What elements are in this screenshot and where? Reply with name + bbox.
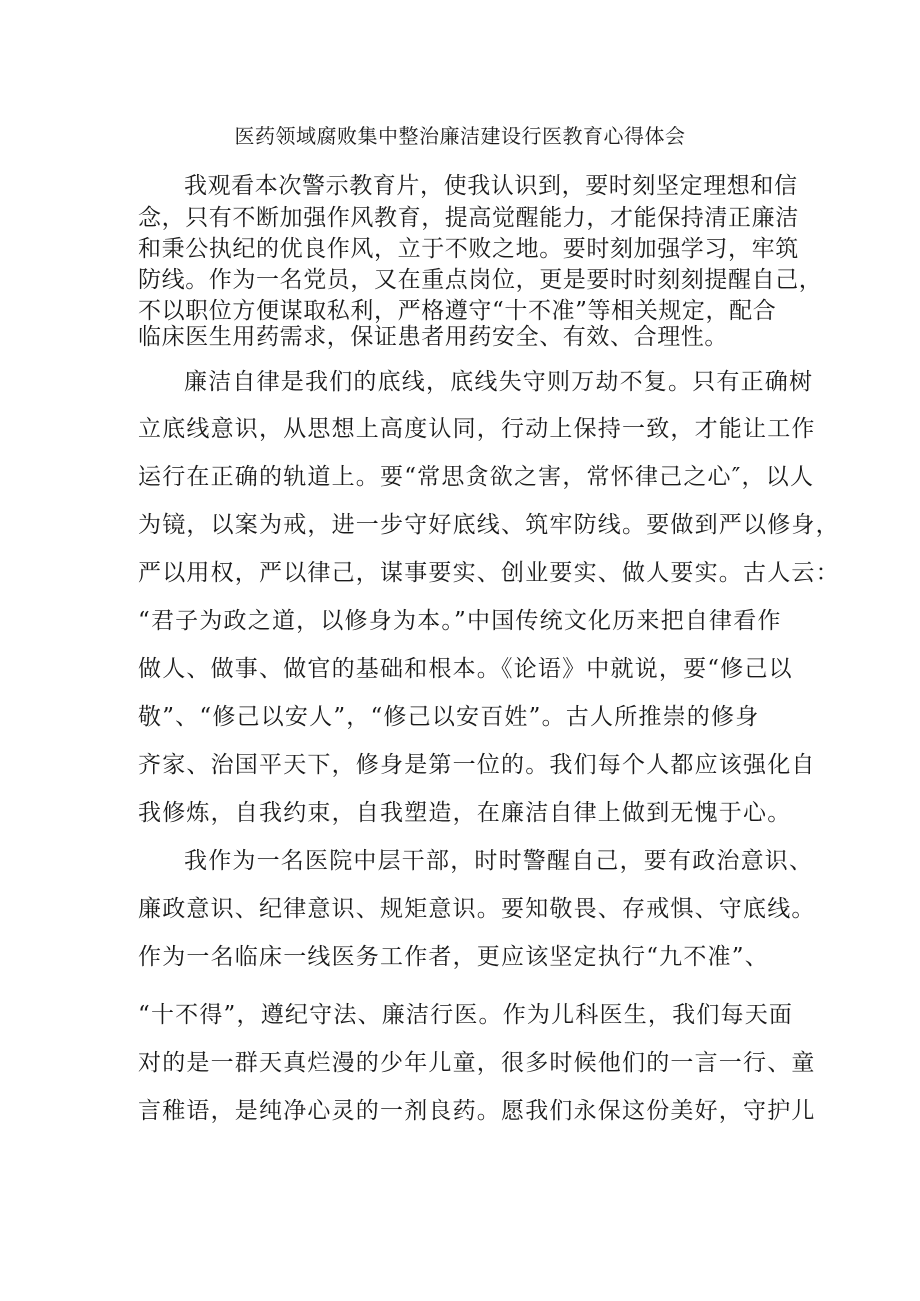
document-title: 医药领域腐败集中整治廉洁建设行医教育心得体会 [234,124,686,148]
paragraph-2-line: “君子为政之道，以修身为本。”中国传统文化历来把自律看作 [138,608,782,634]
paragraph-2-line: 我修炼，自我约束，自我塑造，在廉洁自律上做到无愧于心。 [138,800,792,826]
paragraph-2-line: 敬”、“修己以安人”，“修己以安百姓”。古人所推崇的修身 [138,704,760,730]
paragraph-1-line: 不以职位方便谋取私利，严格遵守“十不准”等相关规定，配合 [138,298,777,324]
paragraph-2-line: 廉洁自律是我们的底线，底线失守则万劫不复。只有正确树 [184,369,814,395]
paragraph-2-line: 严以用权，严以律己，谋事要实、创业要实、做人要实。古人云： [138,560,840,586]
paragraph-2-line: 齐家、治国平天下，修身是第一位的。我们每个人都应该强化自 [138,752,816,778]
paragraph-1-line: 我观看本次警示教育片，使我认识到，要时刻坚定理想和信 [184,173,798,199]
paragraph-3-line: “十不得”，遵纪守法、廉洁行医。作为儿科医生，我们每天面 [138,1002,794,1028]
paragraph-3-line: 对的是一群天真烂漫的少年儿童，很多时候他们的一言一行、童 [138,1050,816,1076]
paragraph-2-line: 做人、做事、做官的基础和根本。《论语》中就说，要“修己以 [138,656,793,682]
paragraph-1-line: 和秉公执纪的优良作风，立于不败之地。要时刻加强学习，牢筑 [138,236,799,262]
paragraph-1-line: 防线。作为一名党员，又在重点岗位，更是要时时刻刻提醒自己， [138,267,823,293]
paragraph-3-line: 作为一名临床一线医务工作者，更应该坚定执行“九不准”、 [138,944,769,970]
paragraph-3-line: 我作为一名医院中层干部，时时警醒自己，要有政治意识、 [184,848,814,874]
paragraph-2-line: 为镜，以案为戒，进一步守好底线、筑牢防线。要做到严以修身， [138,512,840,538]
paragraph-2-line: 立底线意识，从思想上高度认同，行动上保持一致，才能让工作 [138,416,816,442]
paragraph-1-line: 临床医生用药需求，保证患者用药安全、有效、合理性。 [138,324,728,350]
paragraph-3-line: 廉政意识、纪律意识、规矩意识。要知敬畏、存戒惧、守底线。 [138,896,816,922]
paragraph-2-line: 运行在正确的轨道上。要“常思贪欲之害，常怀律己之心″，以人 [138,464,815,490]
paragraph-3-line: 言稚语，是纯净心灵的一剂良药。愿我们永保这份美好，守护儿 [138,1098,816,1124]
paragraph-1-line: 念，只有不断加强作风教育，提高觉醒能力，才能保持清正廉洁 [138,205,799,231]
